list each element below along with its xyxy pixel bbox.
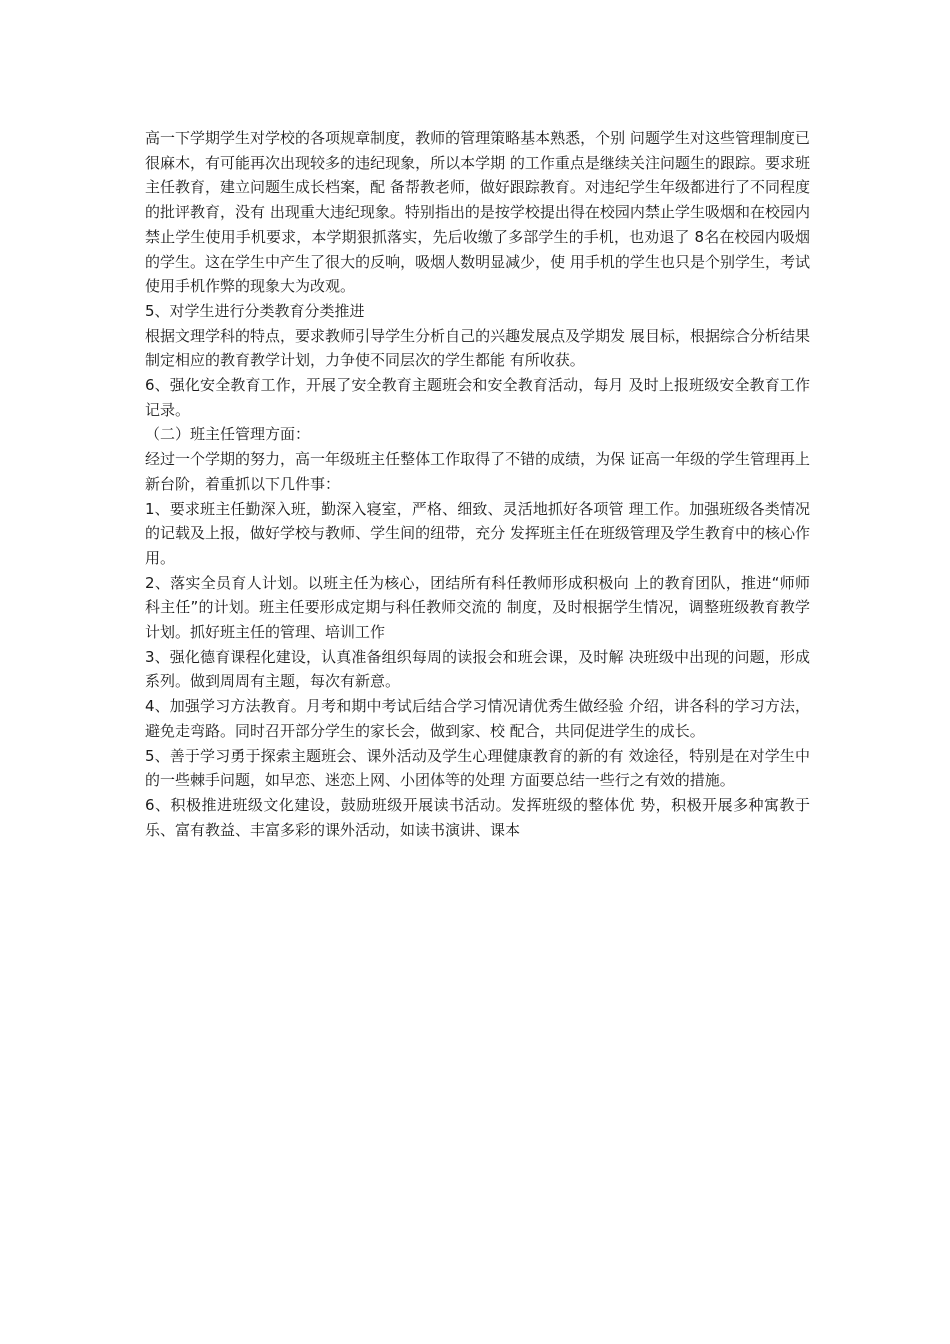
item-5-explore-new-approaches: 5、善于学习勇于探索主题班会、课外活动及学生心理健康教育的新的有 效途径，特别是在对学生中的一些棘手问题，如早恋、迷恋上网、小团体等的处理 方面要总结一些行之有效的措施。 xyxy=(145,746,810,790)
item-6-class-culture: 6、积极推进班级文化建设，鼓励班级开展读书活动。发挥班级的整体优 势，积极开展多种寓教于乐、富有教益、丰富多彩的课外活动，如读书演讲、课本 xyxy=(145,795,810,839)
item-5-classified-education-heading: 5、对学生进行分类教育分类推进 xyxy=(145,301,365,320)
item-6-safety-education: 6、强化安全教育工作，开展了安全教育主题班会和安全教育活动，每月 及时上报班级安全教育工作记录。 xyxy=(145,376,810,419)
paragraph-head-teacher-intro: 经过一个学期的努力，高一年级班主任整体工作取得了不错的成绩，为保 证高一年级的学生管理再上新台阶，着重抓以下几件事： xyxy=(145,450,810,493)
document-body xyxy=(145,126,810,842)
paragraph-classified-education: 根据文理学科的特点，要求教师引导学生分析自己的兴趣发展点及学期发 展目标，根据综合分析结果制定相应的教育教学计划，力争使不同层次的学生都能 有所收获。 xyxy=(145,326,810,370)
item-1-head-teacher-presence: 1、要求班主任勤深入班，勤深入寝室，严格、细致、灵活地抓好各项管 理工作。加强班级各类情况的记载及上报，做好学校与教师、学生间的纽带，充分 发挥班主任在班级管理及学生教育中的核心作用。 xyxy=(145,499,810,567)
item-2-all-staff-education: 2、落实全员育人计划。以班主任为核心，团结所有科任教师形成积极向 上的教育团队，推进“师师科主任”的计划。班主任要形成定期与科任教师交流的 制度，及时根据学生情况，调整班级教育教学计划。抓好班主任的管理、培训工作 xyxy=(145,573,810,642)
paragraph-discipline-tracking: 高一下学期学生对学校的各项规章制度，教师的管理策略基本熟悉，个别 问题学生对这些管理制度已很麻木，有可能再次出现较多的违纪现象，所以本学期 的工作重点是继续关注问题生的跟踪。要求班主任教育，建立问题生成长档案，配 备帮教老师，做好跟踪教育。对违纪学生年级都进行了不同程度的批评教育，没有 出现重大违纪现象。特别指出的是按学校提出得在校园内禁止学生吸烟和在校园内 禁止学生使用手机要求，本学期狠抓落实，先后收缴了多部学生的手机，也劝退了 8名在校园内吸烟的学生。这在学生中产生了很大的反响，吸烟人数明显减少，使 用手机的学生也只是个别学生，考试使用手机作弊的现象大为改观。 xyxy=(145,129,810,296)
item-3-moral-curriculum: 3、强化德育课程化建设，认真准备组织每周的读报会和班会课，及时解 决班级中出现的问题，形成系列。做到周周有主题，每次有新意。 xyxy=(145,647,810,691)
item-4-study-methods: 4、加强学习方法教育。月考和期中考试后结合学习情况请优秀生做经验 介绍，讲各科的学习方法，避免走弯路。同时召开部分学生的家长会，做到家、校 配合，共同促进学生的成长。 xyxy=(145,697,810,740)
section-2-heading: （二）班主任管理方面： xyxy=(145,425,311,444)
